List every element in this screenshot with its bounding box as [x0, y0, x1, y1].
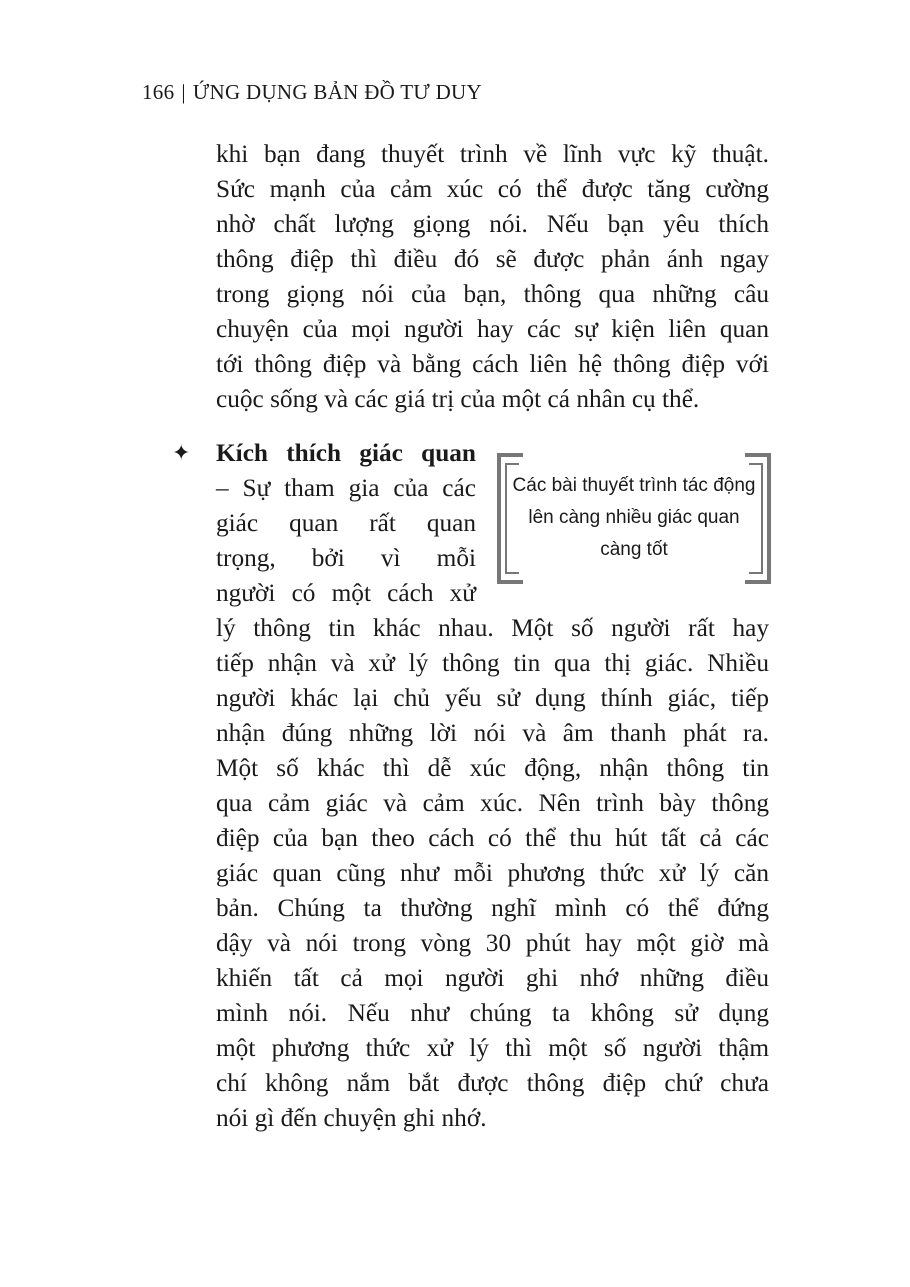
book-title: ỨNG DỤNG BẢN ĐỒ TƯ DUY [192, 80, 482, 104]
text-line: người khác lại chủ yếu sử dụng thính giác, tiếp [216, 684, 769, 712]
text-line: bản. Chúng ta thường nghĩ mình có thể đứng [216, 894, 769, 922]
bullet-star-icon: ✦ [172, 441, 191, 466]
running-header [142, 80, 482, 105]
bullet-heading-line [216, 436, 476, 471]
text-line: dậy và nói trong vòng 30 phút hay một giờ mà [216, 929, 769, 957]
quote-line: lên càng nhiều giác quan [528, 507, 740, 528]
text-line: nhận đúng những lời nói và âm thanh phát ra. [216, 719, 769, 747]
text-line: trọng, bởi vì mỗi [216, 544, 476, 572]
text-line: người có một cách xử [216, 579, 476, 607]
text-line: trong giọng nói của bạn, thông qua những câu [216, 280, 769, 308]
text-line: giác quan rất quan [216, 509, 476, 537]
text-line: một phương thức xử lý thì một số người thậm [216, 1034, 769, 1062]
text-line: điệp của bạn theo cách có thể thu hút tất cả các [216, 824, 769, 852]
page-number: 166 [142, 80, 175, 104]
text-line: giác quan cũng như mỗi phương thức xử lý căn [216, 859, 769, 887]
text-line: khi bạn đang thuyết trình về lĩnh vực kỹ thuật. [216, 140, 769, 168]
text-line: Một số khác thì dễ xúc động, nhận thông tin [216, 754, 769, 782]
text-line: khiến tất cả mọi người ghi nhớ những điều [216, 964, 769, 992]
bullet-paragraph-body [216, 611, 769, 1136]
text-line: cuộc sống và các giá trị của một cá nhân cụ thể. [216, 385, 700, 413]
bullet-paragraph-head [216, 436, 476, 611]
text-line: tiếp nhận và xử lý thông tin qua thị giác. Nhiều [216, 649, 769, 677]
text-line: chí không nắm bắt được thông điệp chứ chưa [216, 1069, 769, 1097]
bullet-heading: Kích thích giác quan [216, 439, 476, 467]
text-line: qua cảm giác và cảm xúc. Nên trình bày thông [216, 789, 769, 817]
text-line: tới thông điệp và bằng cách liên hệ thông điệp với [216, 350, 769, 378]
paragraph-continued [216, 137, 769, 417]
text-line: thông điệp thì điều đó sẽ được phản ánh ngay [216, 245, 769, 273]
header-separator: | [181, 80, 186, 104]
text-line: Sức mạnh của cảm xúc có thể được tăng cường [216, 175, 769, 203]
quote-line: càng tốt [600, 539, 668, 560]
pull-quote [497, 453, 771, 584]
text-line: lý thông tin khác nhau. Một số người rất hay [216, 614, 769, 642]
text-line: – Sự tham gia của các [216, 474, 476, 502]
pull-quote-text [497, 470, 771, 566]
text-line: mình nói. Nếu như chúng ta không sử dụng [216, 999, 769, 1027]
text-line: chuyện của mọi người hay các sự kiện liên quan [216, 315, 769, 343]
text-line: nhờ chất lượng giọng nói. Nếu bạn yêu thích [216, 210, 769, 238]
quote-line: Các bài thuyết trình tác động [512, 475, 756, 496]
text-line: nói gì đến chuyện ghi nhớ. [216, 1104, 487, 1132]
